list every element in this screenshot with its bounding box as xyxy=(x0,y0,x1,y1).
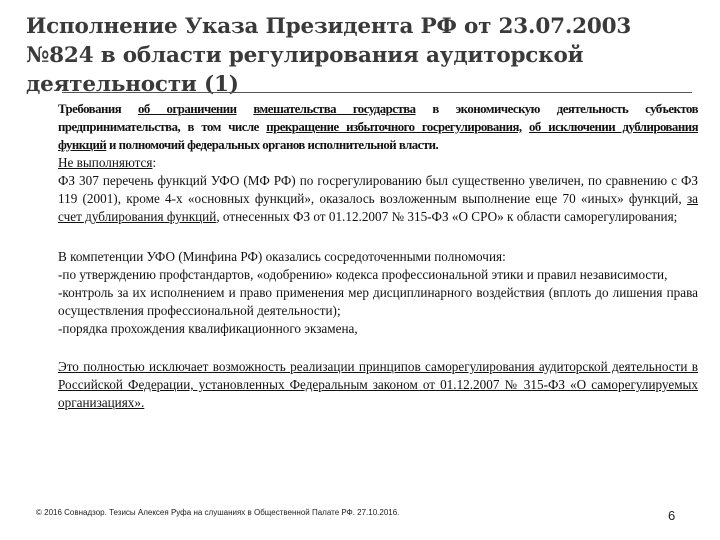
not-done-label: Не выполняются xyxy=(58,155,153,170)
requirements-duplication: об исключении дублирования функций xyxy=(58,120,699,152)
footer-copyright: © 2016 Совнадзор. Тезисы Алексея Руфа на слушаниях в Общественной Палате РФ. 27.10.2016. xyxy=(36,508,400,517)
requirements-termination: прекращение избыточного госрегулирования, xyxy=(266,120,522,134)
conclusion-paragraph: Это полностью исключает возможность реализации принципов саморегулирования аудиторской деятельности в Российской Федерации, установленных Федеральным законом от 01.12.2007 № 315-ФЗ «О саморегулируемых организациях». xyxy=(58,359,698,410)
fz307-tail: , отнесенных ФЗ от 01.12.2007 № 315-ФЗ «О СРО» к области саморегулирования; xyxy=(216,209,678,224)
competence-intro: В компетенции УФО (Минфина РФ) оказались сосредоточенными полномочия: xyxy=(58,249,506,264)
requirements-scope: в экономическую деятельность субъектов предпринимательства, в том числе xyxy=(58,102,699,134)
competence-item-exam: -порядка прохождения квалификационного экзамена, xyxy=(58,321,358,336)
not-done-line xyxy=(58,154,698,172)
slide-title: Исполнение Указа Президента РФ от 23.07.2003 №824 в области регулирования аудиторской деятельности (1) xyxy=(26,14,632,97)
requirements-paragraph xyxy=(58,100,698,154)
fz307-paragraph xyxy=(58,172,698,226)
spacer xyxy=(58,338,698,358)
page-number: 6 xyxy=(668,508,676,523)
requirements-lead: Требования xyxy=(58,102,122,116)
fz307-duplication: за счет дублирования функций xyxy=(58,191,699,224)
requirements-interference: вмешательства государства xyxy=(253,102,416,116)
competence-item-control: -контроль за их исполнением и право применения мер дисциплинарного воздействия (вплоть до лишения права осуществления профессиональной деятельности); xyxy=(58,285,698,318)
not-done-colon: : xyxy=(152,155,157,170)
spacer xyxy=(58,226,698,248)
competence-item-standards: -по утверждению профстандартов, «одобрению» кодекса профессиональной этики и правил независимости, xyxy=(58,267,668,282)
slide-body xyxy=(58,100,698,412)
title-divider xyxy=(62,92,692,93)
requirements-limitation: об ограничении xyxy=(137,102,237,116)
requirements-authorities: и полномочий федеральных органов исполнительной власти. xyxy=(109,138,439,152)
fz307-text: ФЗ 307 перечень функций УФО (МФ РФ) по госрегулированию был существенно увеличен, по сравнению с ФЗ 119 (2001), кроме 4-х «основных функций», оказалось возложенным выполнение еще 70 «иных» функций, xyxy=(58,173,698,206)
